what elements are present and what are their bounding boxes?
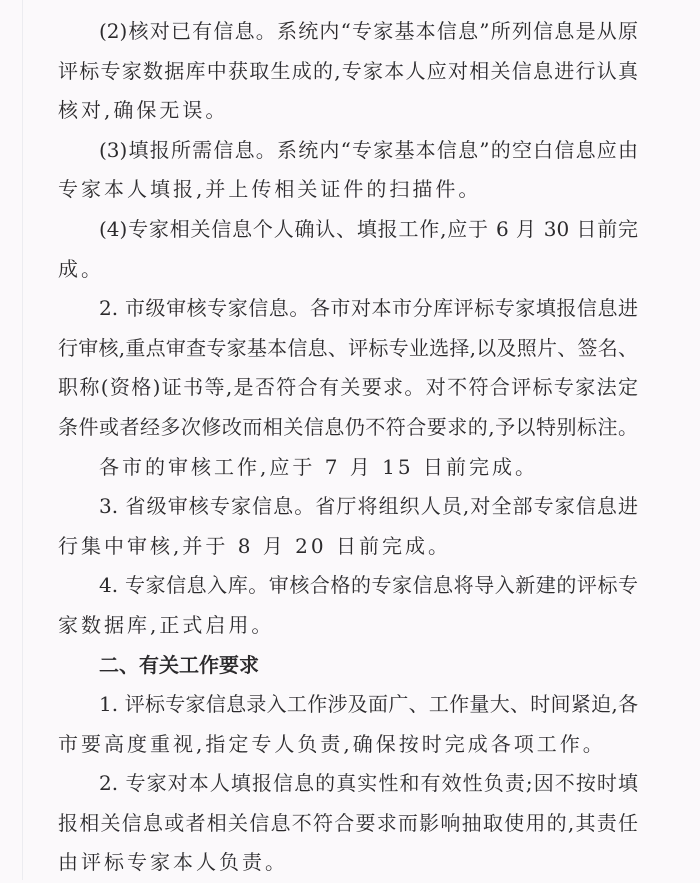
paragraph-2-line-1: (2)核对已有信息。系统内“专家基本信息”所列信息是从原	[99, 19, 638, 43]
paragraph-3-line-1: (3)填报所需信息。系统内“专家基本信息”的空白信息应由	[99, 137, 638, 162]
section-import-line-1: 4. 专家信息入库。审核合格的专家信息将导入新建的评标专	[99, 573, 638, 598]
city-review-deadline: 各市的审核工作,应于 7 月 15 日前完成。	[99, 454, 538, 479]
section-city-review-line-2: 行审核,重点审查专家基本信息、评标专业选择,以及照片、签名、	[58, 335, 638, 360]
section-import-line-2: 家数据库,正式启用。	[58, 612, 275, 637]
paragraph-2-line-3: 核对,确保无误。	[58, 98, 229, 123]
requirement-2-line-2: 报相关信息或者相关信息不符合要求而影响抽取使用的,其责任	[58, 810, 638, 835]
requirement-2-line-3: 由评标专家本人负责。	[58, 850, 288, 875]
section-province-review-line-1: 3. 省级审核专家信息。省厅将组织人员,对全部专家信息进	[99, 494, 638, 519]
paragraph-3-line-2: 专家本人填报,并上传相关证件的扫描件。	[58, 177, 482, 202]
section-province-review-line-2: 行集中审核,并于 8 月 20 日前完成。	[58, 533, 451, 558]
section-city-review-line-3: 职称(资格)证书等,是否符合有关要求。对不符合评标专家法定	[58, 375, 638, 400]
requirement-1-line-1: 1. 评标专家信息录入工作涉及面广、工作量大、时间紧迫,各	[99, 692, 638, 717]
paragraph-2-line-2: 评标专家数据库中获取生成的,专家本人应对相关信息进行认真	[58, 58, 638, 83]
paragraph-4-line-1: (4)专家相关信息个人确认、填报工作,应于 6 月 30 日前完	[99, 216, 638, 241]
section-city-review-line-1: 2. 市级审核专家信息。各市对本市分库评标专家填报信息进	[99, 296, 638, 321]
requirement-2-line-1: 2. 专家对本人填报信息的真实性和有效性负责;因不按时填	[99, 771, 638, 796]
document-body	[58, 12, 638, 883]
section-heading-requirements: 二、有关工作要求	[99, 652, 259, 677]
paragraph-4-line-2: 成。	[58, 256, 104, 281]
scan-page-edge	[22, 0, 23, 880]
requirement-1-line-2: 市要高度重视,指定专人负责,确保按时完成各项工作。	[58, 731, 606, 756]
section-city-review-line-4: 条件或者经多次修改而相关信息仍不符合要求的,予以特别标注。	[58, 414, 638, 439]
